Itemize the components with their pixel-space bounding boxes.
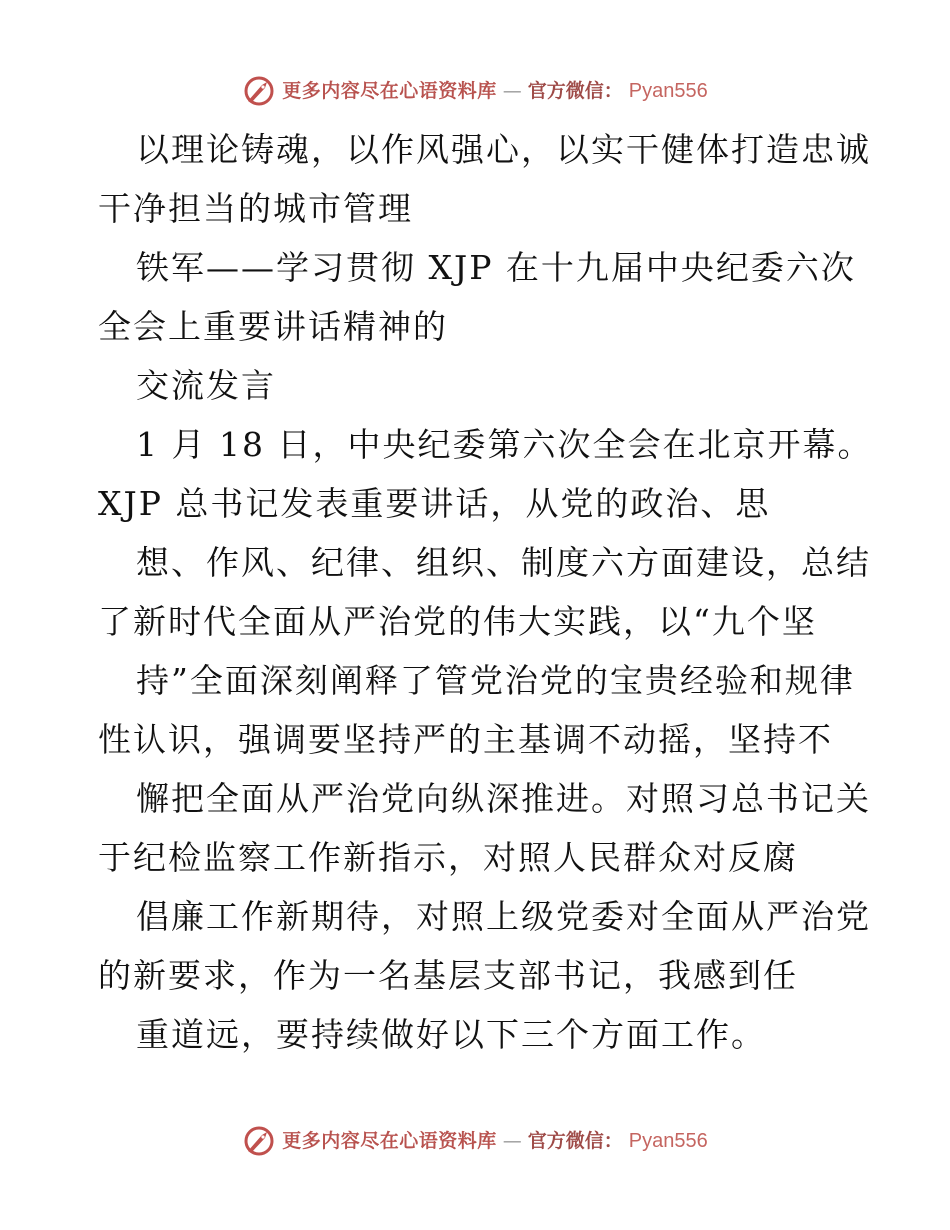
header-watermark bbox=[0, 74, 950, 108]
watermark-contact-label: 官方微信： bbox=[527, 1130, 623, 1152]
text-line: 了新时代全面从严治党的伟大实践，以“九个坚 bbox=[98, 602, 817, 641]
footer-watermark bbox=[0, 1124, 950, 1158]
text-line: 于纪检监察工作新指示，对照人民群众对反腐 bbox=[98, 838, 798, 877]
text-line: 重道远，要持续做好以下三个方面工作。 bbox=[136, 1015, 766, 1054]
text-line: XJP 总书记发表重要讲话，从党的政治、思 bbox=[98, 484, 771, 523]
text-line: 懈把全面从严治党向纵深推进。对照习总书记关 bbox=[136, 779, 871, 818]
text-line: 想、作风、纪律、组织、制度六方面建设，总结 bbox=[136, 543, 871, 582]
watermark-contact-id: Pyan556 bbox=[628, 1130, 708, 1152]
text-line: 持”全面深刻阐释了管党治党的宝贵经验和规律 bbox=[136, 661, 855, 700]
text-line: 1 月 18 日，中央纪委第六次全会在北京开幕。 bbox=[136, 425, 873, 464]
watermark-contact-label: 官方微信： bbox=[527, 80, 623, 102]
text-line: 干净担当的城市管理 bbox=[98, 189, 413, 228]
text-line: 的新要求，作为一名基层支部书记，我感到任 bbox=[98, 956, 798, 995]
text-line: 性认识，强调要坚持严的主基调不动摇，坚持不 bbox=[98, 720, 833, 759]
text-line: 全会上重要讲话精神的 bbox=[98, 307, 448, 346]
watermark-text: 更多内容尽在心语资料库 bbox=[282, 80, 497, 102]
watermark-separator: — bbox=[502, 80, 522, 102]
text-line: 以理论铸魂，以作风强心，以实干健体打造忠诚 bbox=[136, 130, 871, 169]
watermark-text: 更多内容尽在心语资料库 bbox=[282, 1130, 497, 1152]
watermark-separator: — bbox=[502, 1130, 522, 1152]
document-body bbox=[98, 120, 873, 1064]
watermark-contact-id: Pyan556 bbox=[628, 80, 708, 102]
text-line: 铁军——学习贯彻 XJP 在十九届中央纪委六次 bbox=[136, 248, 856, 287]
text-line: 倡廉工作新期待，对照上级党委对全面从严治党 bbox=[136, 897, 871, 936]
pen-nib-logo-icon bbox=[242, 1124, 276, 1158]
pen-nib-logo-icon bbox=[242, 74, 276, 108]
text-line: 交流发言 bbox=[136, 366, 276, 405]
